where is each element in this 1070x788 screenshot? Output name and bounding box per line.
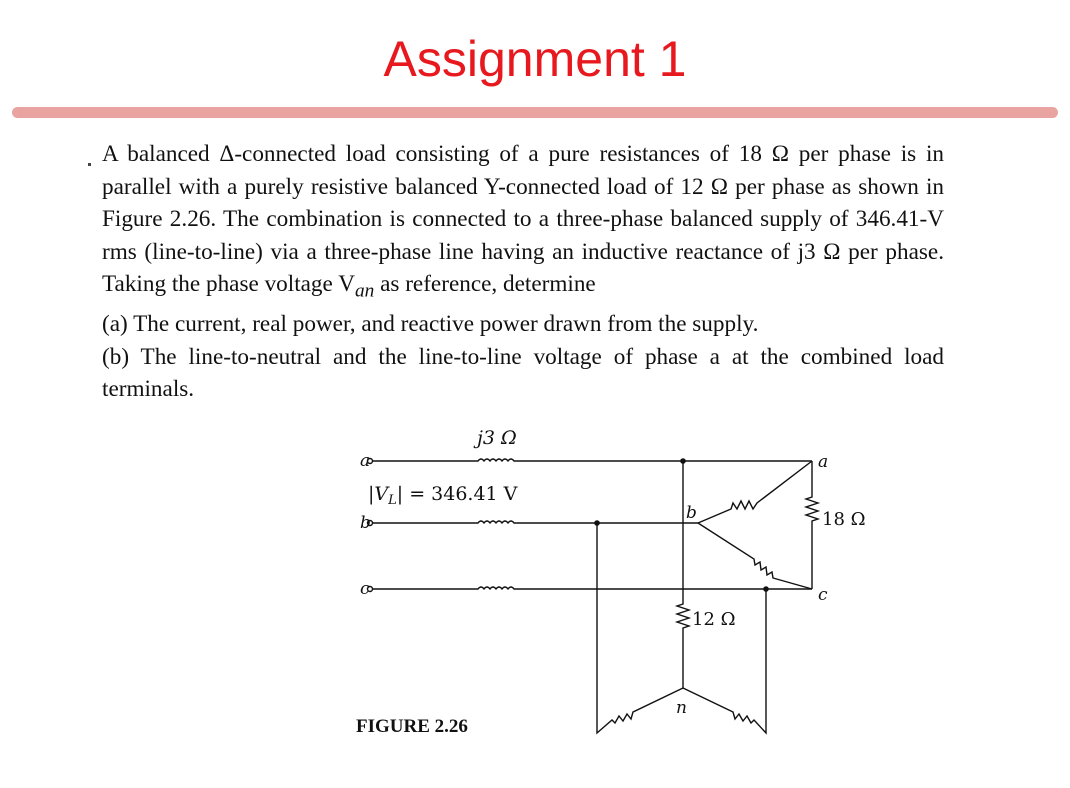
junction-a xyxy=(680,458,686,464)
line-voltage-subscript: L xyxy=(388,493,397,508)
line-voltage-value: | = 346.41 V xyxy=(396,483,518,505)
delta-resistor-ac xyxy=(806,461,818,589)
line-a-wire xyxy=(372,459,812,461)
line-voltage-prefix: |V xyxy=(368,483,389,505)
wye-resistance-label: 12 Ω xyxy=(692,609,736,630)
node-c-left-label: c xyxy=(360,579,370,599)
figure-caption: FIGURE 2.26 xyxy=(356,716,468,737)
delta-resistor-bc xyxy=(698,523,812,589)
problem-part-a: (a) The current, real power, and reactive power drawn from the supply. xyxy=(102,311,759,338)
problem-part-b: (b) The line-to-neutral and the line-to-line voltage of phase a at the combined load terminals. xyxy=(102,343,944,403)
line-b-wire xyxy=(372,521,698,523)
problem-intro-text: A balanced Δ-connected load consisting of a pure resistances of 18 Ω per phase is in parallel with a purely resistive balanced Y-connected load of 12 Ω per phase as shown in Figure 2.26. The combination is connected to a three-phase balanced supply of 346.41-V rms (line-to-line) via a three-phase line having an inductive reactance of j3 Ω per phase. Taking the phase voltage V xyxy=(102,141,944,297)
node-b-label: b xyxy=(686,503,697,523)
junction-c xyxy=(763,586,769,592)
node-b-left-label: b xyxy=(360,513,371,533)
junction-b xyxy=(594,520,600,526)
node-a-label: a xyxy=(818,452,829,472)
slide-title: Assignment 1 xyxy=(383,31,687,87)
node-c-label: c xyxy=(818,585,828,605)
node-n-label: n xyxy=(676,698,687,718)
node-a-left-label: a xyxy=(360,451,371,471)
problem-intro-end: as reference, determine xyxy=(374,271,596,297)
line-c-wire xyxy=(372,587,812,589)
problem-intro-subscript: an xyxy=(354,280,375,302)
delta-resistor-ab xyxy=(698,461,812,523)
delta-resistance-label: 18 Ω xyxy=(822,509,866,530)
wye-resistor-b xyxy=(597,523,683,733)
line-voltage-label xyxy=(368,483,518,508)
line-reactance-label: j3 Ω xyxy=(477,427,517,449)
wye-resistor-a xyxy=(677,461,689,688)
